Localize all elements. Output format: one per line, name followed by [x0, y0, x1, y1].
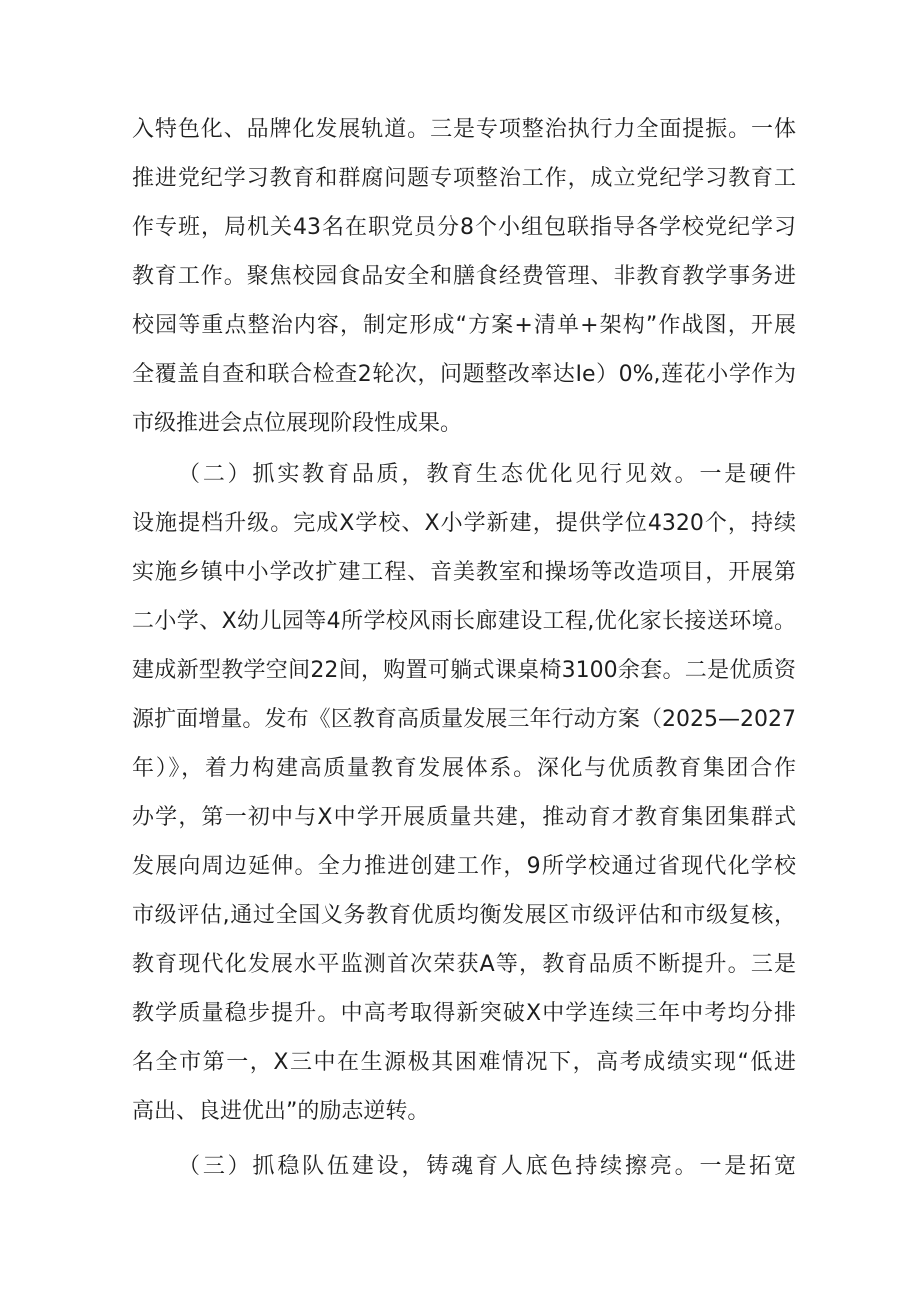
- text-line-12: 建成新型教学空间22间，购置可躺式课桌椅3100余套。二是优质资: [132, 658, 796, 683]
- text-line-15: 办学，第一初中与X中学开展质量共建，推动育才教育集团集群式: [132, 805, 796, 830]
- text-line-14: 年）》，着力构建高质量教育发展体系。深化与优质教育集团合作: [132, 756, 796, 781]
- section-heading-3: （三）抓稳队伍建设，铸魂育人底色持续擦亮。一是拓宽: [178, 1154, 796, 1179]
- text-line-4: 教育工作。聚焦校园食品安全和膳食经费管理、非教育教学事务进: [132, 264, 796, 289]
- text-line-10: 实施乡镇中小学改扩建工程、音美教室和操场等改造项目，开展第: [132, 560, 796, 585]
- section-heading-2: （二）抓实教育品质，教育生态优化见行见效。一是硬件: [178, 462, 796, 487]
- text-line-11: 二小学、X幼儿园等4所学校风雨长廊建设工程,优化家长接送环境。: [132, 609, 796, 634]
- text-line-7: 市级推进会点位展现阶段性成果。: [132, 411, 463, 436]
- text-line-16: 发展向周边延伸。全力推进创建工作，9所学校通过省现代化学校: [132, 854, 796, 879]
- text-line-1: 入特色化、品牌化发展轨道。三是专项整治执行力全面提振。一体: [132, 117, 796, 142]
- text-line-21: 高出、良进优出”的励志逆转。: [132, 1099, 430, 1124]
- text-line-2: 推进党纪学习教育和群腐问题专项整治工作，成立党纪学习教育工: [132, 166, 796, 191]
- text-line-3: 作专班，局机关43名在职党员分8个小组包联指导各学校党纪学习: [132, 215, 796, 240]
- text-line-17: 市级评估,通过全国义务教育优质均衡发展区市级评估和市级复核，: [132, 903, 796, 928]
- text-line-5: 校园等重点整治内容，制定形成“方案+清单+架构”作战图，开展: [132, 313, 796, 338]
- text-line-13: 源扩面增量。发布《区教育高质量发展三年行动方案（2025—2027: [132, 707, 796, 732]
- text-line-9: 设施提档升级。完成X学校、X小学新建，提供学位4320个，持续: [132, 511, 796, 536]
- text-line-20: 名全市第一，X三中在生源极其困难情况下，高考成绩实现“低进: [132, 1050, 796, 1075]
- text-line-19: 教学质量稳步提升。中高考取得新突破X中学连续三年中考均分排: [132, 1001, 796, 1026]
- text-line-6: 全覆盖自查和联合检查2轮次，问题整改率达Ie）0%,莲花小学作为: [132, 362, 796, 387]
- text-line-18: 教育现代化发展水平监测首次荣获A等，教育品质不断提升。三是: [132, 952, 796, 977]
